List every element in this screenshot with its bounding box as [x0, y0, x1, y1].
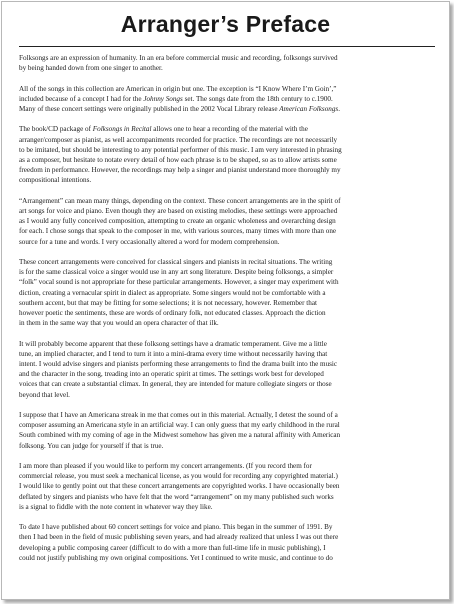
paragraph-1: [19, 53, 438, 73]
text-run: These concert arrangements were conceived for classical singers and pianists in recital situations. The writing: [19, 258, 333, 266]
text-run: could not justify publishing my own original compositions. Yet I continued to write music, and continue to do: [19, 553, 333, 562]
paragraph-8: [19, 461, 438, 512]
paragraph-3: [19, 124, 438, 185]
text-line: [19, 390, 438, 400]
text-run: voices that can create a substantial climax. In general, they are intended for mature collegiate singers or those: [19, 380, 332, 389]
text-line: [19, 94, 438, 104]
text-run: tune, an implied character, and I tend to turn it into a mini-drama every time without necessarily having that: [19, 349, 328, 358]
text-run: is a signal to fiddle with the note content in whatever way they like.: [19, 502, 213, 511]
page-title: Arranger’s Preface: [120, 11, 331, 37]
text-run: “Arrangement” can mean many things, depending on the context. These concert arrangements are in the spirit of: [19, 196, 341, 205]
text-run: I would like to gently point out that these concert arrangements are copyrighted works. I have occasionally been: [19, 482, 340, 491]
text-run: then I had been in the field of music publishing seven years, and had already realized that unless I was out there: [19, 533, 339, 542]
text-line: [19, 318, 438, 328]
text-line: [19, 124, 438, 134]
text-run: included because of a concept I had for the: [19, 94, 144, 103]
text-run: source for a tune and words. I very occasionally altered a word for modern comprehension.: [19, 237, 280, 246]
text-line: [19, 543, 438, 553]
text-run: folksong. You can judge for yourself if that is true.: [19, 441, 164, 450]
preface-body: [19, 53, 438, 573]
text-line: [19, 502, 438, 512]
text-line: [19, 53, 438, 63]
text-line: [19, 277, 438, 287]
text-run: beyond that level.: [19, 390, 70, 399]
paragraph-7: [19, 410, 438, 451]
paragraph-4: [19, 196, 438, 247]
text-line: [19, 84, 438, 94]
text-line: [19, 267, 438, 277]
text-line: [19, 532, 438, 542]
text-run: commercial release, you must seek a mechanical license, as you would for recording any copyrighted material.): [19, 472, 338, 481]
text-run: I am more than pleased if you would like to perform my concert arrangements. (If you record them for: [19, 462, 312, 471]
italic-title: American Folksongs: [279, 105, 339, 113]
text-line: [19, 175, 438, 185]
text-run: arranger/composer as pianist, as well accompaniments recorded for practice. The recordings are not necessarily: [19, 135, 338, 144]
text-line: [19, 420, 438, 430]
text-run: developing a public composing career (difficult to do with a more than full-time life in music publishing), I: [19, 543, 326, 552]
text-line: [19, 339, 438, 349]
text-run: composer assuming an Americana style in an artificial way. I can only guess that my early childhood in the rural: [19, 421, 340, 430]
text-run: South combined with my coming of age in the Midwest somehow has given me a natural affinity with American: [19, 431, 341, 440]
paragraph-2: [19, 84, 438, 115]
text-run: to be imitated, but should be interesting to any potential performer of this music. I am very interested in phrasing: [19, 145, 342, 154]
text-line: [19, 308, 438, 318]
text-run: To date I have published about 60 concert settings for voice and piano. This began in the summer of 1991. By: [19, 523, 333, 532]
text-line: [19, 471, 438, 481]
text-line: [19, 155, 438, 165]
italic-title: Folksongs in Recital: [92, 125, 152, 134]
text-run: as a composer, but hesitate to notate every detail of how each phrase is to be shaped, so as to allow artists some: [19, 156, 337, 164]
text-run: intent. I would advise singers and pianists performing these arrangements to find the drama built into the music: [19, 360, 338, 369]
text-line: [19, 145, 438, 155]
text-line: [19, 379, 438, 389]
text-run: allows one to hear a recording of the material with the: [151, 125, 308, 134]
text-line: [19, 288, 438, 298]
title-divider: [19, 46, 435, 47]
text-run: The book/CD package of: [19, 125, 93, 134]
text-run: is for the same classical voice a singer would use in any art song literature. Despite being folksongs, a simpler: [19, 268, 334, 277]
paragraph-6: [19, 339, 438, 400]
italic-title: Johnny Songs: [143, 94, 183, 103]
paragraph-5: [19, 257, 438, 328]
text-line: [19, 104, 438, 114]
text-run: by being handed down from one singer to another.: [19, 64, 163, 73]
text-run: .: [338, 105, 340, 113]
text-run: set. The songs date from the 18th century to c.1900.: [182, 94, 333, 103]
text-run: in them in the same way that you would an opera character of that ilk.: [19, 319, 219, 328]
text-line: [19, 196, 438, 206]
text-line: [19, 359, 438, 369]
text-line: [19, 216, 438, 226]
text-run: Many of these concert settings were originally published in the 2002 Vocal Library release: [19, 105, 280, 113]
text-run: deflated by singers and pianists who have felt that the word “arrangement” on my many published such works: [19, 492, 334, 501]
text-line: [19, 461, 438, 471]
text-run: Folksongs are an expression of humanity. In an era before commercial music and recording, folksongs survived: [19, 54, 338, 62]
text-run: diction, creating a vernacular spirit in dialect as appropriate. Some singers would not be comfortable with a: [19, 288, 326, 297]
text-line: [19, 492, 438, 502]
text-run: and the character in the song, treading into an operatic spirit at times. The settings work best for developed: [19, 370, 324, 379]
text-line: [19, 226, 438, 236]
text-line: [19, 553, 438, 563]
text-run: I suppose that I have an Americana streak in me that comes out in this material. Actually, I detest the sound of a: [19, 411, 338, 420]
text-line: [19, 237, 438, 247]
text-line: [19, 441, 438, 451]
text-line: [19, 135, 438, 145]
text-line: [19, 410, 438, 420]
text-line: [19, 206, 438, 216]
text-run: southern accent, but that may be fitting for some selections; it is not necessary, however. Remember that: [19, 298, 317, 307]
paragraph-9: [19, 522, 438, 563]
text-run: however poetic the sentiments, these are words of ordinary folk, not educated classes. Approach the diction: [19, 309, 326, 318]
text-run: for each. I chose songs that speak to the composer in me, with various sources, many times with more than one: [19, 227, 337, 236]
text-run: art songs for voice and piano. Even though they are based on existing melodies, these settings were approached: [19, 207, 338, 215]
text-run: “folk” vocal sound is not appropriate for these particular arrangements. However, a singer may experiment with: [19, 278, 339, 287]
text-run: freedom in performance. However, the recordings may help a singer and pianist understand more thoroughly my: [19, 166, 341, 175]
text-line: [19, 522, 438, 532]
document-page: [1, 1, 450, 600]
text-run: as I would any fully conceived composition, attempting to create an organic wholeness and overarching design: [19, 217, 336, 226]
text-line: [19, 298, 438, 308]
text-line: [19, 481, 438, 491]
text-run: compositional intentions.: [19, 176, 92, 185]
text-line: [19, 63, 438, 73]
text-run: All of the songs in this collection are American in origin but one. The exception is “I Know Where I’m Goin’,”: [19, 84, 337, 93]
text-line: [19, 430, 438, 440]
text-line: [19, 257, 438, 267]
text-line: [19, 369, 438, 379]
text-line: [19, 165, 438, 175]
text-run: It will probably become apparent that these folksong settings have a dramatic temperament. Give me a little: [19, 339, 327, 348]
text-line: [19, 349, 438, 359]
